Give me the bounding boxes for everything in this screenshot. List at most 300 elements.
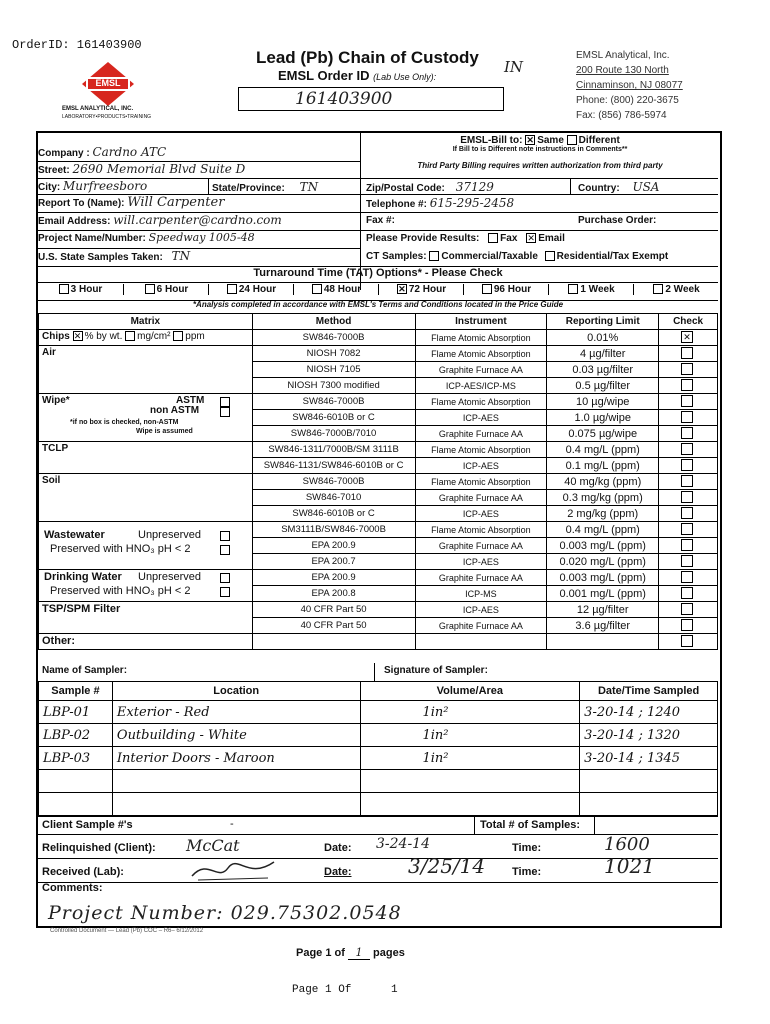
- limit-cell: [547, 634, 659, 650]
- method-cell: EPA 200.8: [252, 586, 415, 602]
- check-checkbox[interactable]: [681, 555, 693, 567]
- instrument-cell: Flame Atomic Absorption: [415, 474, 547, 490]
- limit-cell: 0.001 mg/L (ppm): [547, 586, 659, 602]
- third-party-note: Third Party Billing requires written authorization from third party: [417, 161, 663, 170]
- header-check: Check: [659, 314, 718, 330]
- analysis-row: [39, 634, 718, 650]
- bottom-stamp: Page 1 Of 1: [292, 984, 398, 996]
- chips-ppm-checkbox[interactable]: [173, 331, 183, 341]
- check-checkbox[interactable]: [681, 395, 693, 407]
- matrix-cell: [39, 330, 253, 346]
- instrument-cell: Graphite Furnace AA: [415, 538, 547, 554]
- relinquished-signature[interactable]: McCat: [186, 836, 240, 855]
- comments-value[interactable]: Project Number: 029.75302.0548: [48, 902, 402, 924]
- method-cell: [252, 634, 415, 650]
- bill-same-checkbox[interactable]: ✕: [526, 135, 534, 146]
- tat-checkbox[interactable]: [227, 284, 237, 294]
- header-method: Method: [252, 314, 415, 330]
- ct-row: [366, 251, 668, 262]
- sample-volume[interactable]: 1in²: [360, 747, 580, 770]
- method-cell: 40 CFR Part 50: [252, 618, 415, 634]
- check-checkbox[interactable]: [681, 475, 693, 487]
- location-header: Location: [112, 682, 360, 701]
- instrument-cell: [415, 634, 547, 650]
- check-cell: [659, 538, 718, 554]
- check-cell: [659, 346, 718, 362]
- check-cell: [659, 394, 718, 410]
- header-matrix: Matrix: [39, 314, 253, 330]
- client-sample-dash: -: [230, 818, 234, 830]
- company-value[interactable]: Cardno ATC: [92, 145, 167, 159]
- check-checkbox[interactable]: [681, 411, 693, 423]
- sample-num[interactable]: [39, 793, 113, 816]
- sample-row: [39, 770, 718, 793]
- sample-location[interactable]: Exterior - Red: [112, 701, 360, 724]
- tat-checkbox[interactable]: [145, 284, 155, 294]
- instrument-cell: Flame Atomic Absorption: [415, 522, 547, 538]
- sample-row: [39, 793, 718, 816]
- check-cell: [659, 330, 718, 346]
- country-label: Country:: [578, 183, 620, 194]
- matrix-soil: Soil: [42, 475, 61, 486]
- order-label: [278, 68, 436, 83]
- method-cell: SW846-6010B or C: [252, 506, 415, 522]
- emsl-name: EMSL Analytical, Inc.: [576, 50, 670, 61]
- relinquished-time[interactable]: 1600: [604, 834, 650, 855]
- total-samples-label: Total # of Samples:: [480, 819, 581, 831]
- instrument-cell: ICP-AES: [415, 602, 547, 618]
- volume-header: Volume/Area: [360, 682, 580, 701]
- method-cell: NIOSH 7300 modified: [252, 378, 415, 394]
- results-label: Please Provide Results:: [366, 233, 480, 244]
- header-instrument: Instrument: [415, 314, 547, 330]
- received-time-label: Time:: [512, 866, 542, 878]
- check-cell: [659, 634, 718, 650]
- check-checkbox[interactable]: [681, 443, 693, 455]
- page-suffix: pages: [373, 947, 405, 959]
- received-date-label: Date:: [324, 866, 352, 878]
- instrument-cell: Graphite Furnace AA: [415, 570, 547, 586]
- tat-checkbox[interactable]: ✕: [398, 284, 406, 295]
- logo-text: EMSL: [95, 78, 121, 88]
- matrix-drinking-water: Drinking Water: [44, 571, 122, 583]
- limit-cell: 0.4 mg/L (ppm): [547, 522, 659, 538]
- instrument-cell: Flame Atomic Absorption: [415, 442, 547, 458]
- method-cell: SW846-7000B: [252, 474, 415, 490]
- ww-preserved-checkbox[interactable]: [220, 545, 230, 555]
- chips-mgcm2-checkbox[interactable]: [125, 331, 135, 341]
- analysis-row: [39, 570, 718, 586]
- tat-checkbox[interactable]: [312, 284, 322, 294]
- limit-cell: 3.6 µg/filter: [547, 618, 659, 634]
- check-checkbox[interactable]: [681, 571, 693, 583]
- order-label-text: EMSL Order ID: [278, 68, 370, 83]
- project-row: [38, 231, 255, 244]
- check-checkbox[interactable]: [681, 459, 693, 471]
- tat-option-label: 72 Hour: [408, 284, 447, 295]
- limit-cell: 0.4 mg/L (ppm): [547, 442, 659, 458]
- check-checkbox[interactable]: [681, 539, 693, 551]
- check-cell: [659, 410, 718, 426]
- sample-location[interactable]: [112, 770, 360, 793]
- fax-label: Fax #:: [366, 215, 395, 226]
- analysis-row: [39, 394, 718, 410]
- emsl-address-2: Cinnaminson, NJ 08077: [576, 80, 683, 91]
- analysis-row: [39, 346, 718, 362]
- project-label: Project Name/Number:: [38, 233, 146, 244]
- matrix-other: Other:: [42, 635, 75, 647]
- street-row: [38, 162, 245, 176]
- instrument-cell: ICP-MS: [415, 586, 547, 602]
- order-label-note: (Lab Use Only):: [373, 72, 437, 82]
- sample-datetime[interactable]: 3-20-14 ; 1240: [580, 701, 718, 724]
- check-checkbox[interactable]: [681, 347, 693, 359]
- instrument-cell: ICP-AES/ICP-MS: [415, 378, 547, 394]
- sample-num-header: Sample #: [39, 682, 113, 701]
- order-id-stamp: OrderID: 161403900: [12, 38, 142, 52]
- limit-cell: 0.3 mg/kg (ppm): [547, 490, 659, 506]
- zip-value[interactable]: 37129: [455, 180, 494, 194]
- bill-different-checkbox[interactable]: [567, 135, 577, 145]
- order-initials: IN: [504, 58, 524, 76]
- dw-preserved-label: Preserved with HNO₃ pH < 2: [50, 585, 191, 597]
- chips-pct-checkbox[interactable]: ✕: [73, 331, 82, 342]
- chips-opt1: % by wt.: [84, 331, 123, 342]
- relinquished-date[interactable]: 3-24-14: [376, 836, 430, 852]
- results-fax-checkbox[interactable]: [488, 233, 498, 243]
- company-row: [38, 145, 360, 159]
- analysis-row: [39, 330, 718, 346]
- check-cell: [659, 490, 718, 506]
- sample-datetime[interactable]: [580, 770, 718, 793]
- form-title: Lead (Pb) Chain of Custody: [256, 48, 479, 67]
- email-row: [38, 213, 282, 227]
- samples-table: [38, 681, 718, 816]
- email-value[interactable]: will.carpenter@cardno.com: [113, 213, 282, 227]
- tat-options: [38, 283, 718, 300]
- matrix-chips: Chips: [42, 331, 70, 342]
- results-row: [366, 233, 565, 244]
- fax-row: [366, 215, 395, 226]
- sample-volume[interactable]: 1in²: [360, 701, 580, 724]
- tat-checkbox[interactable]: [482, 284, 492, 294]
- dw-unpreserved-label: Unpreserved: [138, 571, 201, 583]
- instrument-cell: Graphite Furnace AA: [415, 426, 547, 442]
- tat-option-label: 2 Week: [665, 284, 700, 295]
- check-cell: [659, 474, 718, 490]
- us-state-row: [38, 249, 190, 263]
- tat-checkbox[interactable]: [653, 284, 663, 294]
- comments-label: Comments:: [42, 882, 103, 894]
- country-value[interactable]: USA: [632, 180, 660, 194]
- po-label: Purchase Order:: [578, 215, 657, 226]
- sample-datetime[interactable]: 3-20-14 ; 1345: [580, 747, 718, 770]
- tat-option[interactable]: [293, 284, 379, 295]
- sample-location[interactable]: [112, 793, 360, 816]
- method-cell: NIOSH 7082: [252, 346, 415, 362]
- tat-option[interactable]: [548, 284, 634, 295]
- tat-checkbox[interactable]: [568, 284, 578, 294]
- matrix-cell: [39, 346, 253, 394]
- city-value[interactable]: Murfreesboro: [63, 179, 148, 193]
- bill-to-line: [362, 135, 718, 146]
- emsl-company-info: [576, 48, 683, 123]
- limit-cell: 10 µg/wipe: [547, 394, 659, 410]
- sample-datetime[interactable]: 3-20-14 ; 1320: [580, 724, 718, 747]
- tat-option[interactable]: [38, 284, 123, 295]
- state-row: [212, 180, 318, 194]
- tat-option[interactable]: [633, 284, 719, 295]
- wipe-note2: Wipe is assumed: [136, 428, 193, 435]
- limit-cell: 0.075 µg/wipe: [547, 426, 659, 442]
- state-label: State/Province:: [212, 183, 285, 194]
- telephone-value[interactable]: 615-295-2458: [429, 196, 515, 210]
- matrix-cell: [39, 442, 253, 474]
- emsl-address-1: 200 Route 130 North: [576, 65, 669, 76]
- ct-residential-checkbox[interactable]: [545, 251, 555, 261]
- limit-cell: 0.003 mg/L (ppm): [547, 570, 659, 586]
- controlled-doc: Controlled Document — Lead (Pb) COC – R6– 6/12/2012: [50, 928, 204, 934]
- state-value[interactable]: TN: [299, 180, 319, 194]
- report-row: [38, 195, 224, 210]
- method-cell: SW846-1131/SW846-6010B or C: [252, 458, 415, 474]
- sample-datetime[interactable]: [580, 793, 718, 816]
- tat-option-label: 96 Hour: [493, 284, 532, 295]
- check-checkbox[interactable]: [681, 603, 693, 615]
- method-cell: NIOSH 7105: [252, 362, 415, 378]
- limit-cell: 0.020 mg/L (ppm): [547, 554, 659, 570]
- instrument-cell: ICP-AES: [415, 410, 547, 426]
- us-state-value[interactable]: TN: [171, 249, 191, 263]
- project-value[interactable]: Speedway 1005-48: [148, 231, 255, 244]
- sample-num[interactable]: LBP-03: [39, 747, 113, 770]
- instrument-cell: Graphite Furnace AA: [415, 362, 547, 378]
- received-date[interactable]: 3/25/14: [408, 854, 486, 878]
- limit-cell: 0.03 µg/filter: [547, 362, 659, 378]
- instrument-cell: Graphite Furnace AA: [415, 618, 547, 634]
- tat-checkbox[interactable]: [59, 284, 69, 294]
- sample-volume[interactable]: 1in²: [360, 724, 580, 747]
- instrument-cell: ICP-AES: [415, 458, 547, 474]
- method-cell: EPA 200.7: [252, 554, 415, 570]
- order-id-box[interactable]: [238, 87, 504, 111]
- tat-note: *Analysis completed in accordance with EMSL's Terms and Conditions located in the Price Guide: [192, 300, 564, 309]
- limit-cell: 2 mg/kg (ppm): [547, 506, 659, 522]
- chips-opt2: mg/cm²: [137, 331, 171, 342]
- relinquished-date-label: Date:: [324, 842, 352, 854]
- tat-option-label: 48 Hour: [323, 284, 362, 295]
- sample-location[interactable]: Outbuilding - White: [112, 724, 360, 747]
- check-cell: [659, 554, 718, 570]
- check-cell: [659, 570, 718, 586]
- bill-to-note: If Bill to is Different note instructions in Comments**: [452, 146, 628, 153]
- sample-row: [39, 747, 718, 770]
- matrix-air: Air: [42, 347, 56, 358]
- sampler-signature-label: Signature of Sampler:: [384, 665, 488, 676]
- matrix-wipe: Wipe*: [42, 395, 70, 406]
- datetime-header: Date/Time Sampled: [580, 682, 718, 701]
- sample-location[interactable]: Interior Doors - Maroon: [112, 747, 360, 770]
- limit-cell: 1.0 µg/wipe: [547, 410, 659, 426]
- country-row: [578, 180, 659, 194]
- check-cell: [659, 586, 718, 602]
- received-signature-icon: [188, 854, 278, 884]
- report-value[interactable]: Will Carpenter: [127, 195, 225, 210]
- dw-preserved-checkbox[interactable]: [220, 587, 230, 597]
- street-label: Street:: [38, 165, 70, 176]
- check-checkbox[interactable]: [681, 491, 693, 503]
- logo-tagline2: LABORATORY•PRODUCTS•TRAINING: [62, 114, 152, 120]
- check-checkbox[interactable]: [681, 507, 693, 519]
- bill-to-block: [362, 133, 718, 178]
- wipe-note1: *if no box is checked, non-ASTM: [70, 419, 179, 426]
- page-count: [296, 946, 405, 960]
- check-cell: [659, 378, 718, 394]
- analysis-row: [39, 602, 718, 618]
- bill-to-label: EMSL-Bill to:: [460, 135, 523, 146]
- ww-unpreserved-checkbox[interactable]: [220, 531, 230, 541]
- zip-row: [366, 180, 494, 194]
- check-cell: [659, 442, 718, 458]
- method-cell: SW846-7010: [252, 490, 415, 506]
- analysis-row: [39, 522, 718, 538]
- ct-commercial-checkbox[interactable]: [429, 251, 439, 261]
- method-cell: SW846-7000B: [252, 330, 415, 346]
- limit-cell: 0.01%: [547, 330, 659, 346]
- telephone-row: [366, 196, 514, 210]
- method-cell: SW846-1311/7000B/SM 3111B: [252, 442, 415, 458]
- page-prefix: Page 1 of: [296, 947, 345, 959]
- check-cell: [659, 506, 718, 522]
- analysis-table: [38, 313, 718, 650]
- check-cell: [659, 458, 718, 474]
- check-cell: [659, 602, 718, 618]
- wipe-non-astm-label: non ASTM: [150, 405, 200, 416]
- matrix-cell: [39, 570, 253, 602]
- results-email-checkbox[interactable]: ✕: [527, 233, 535, 244]
- emsl-phone: Phone: (800) 220-3675: [576, 95, 679, 106]
- matrix-tclp: TCLP: [42, 443, 69, 454]
- analysis-row: [39, 442, 718, 458]
- tat-option[interactable]: [378, 284, 464, 295]
- email-label: Email Address:: [38, 216, 111, 227]
- sample-volume[interactable]: [360, 793, 580, 816]
- check-checkbox[interactable]: [681, 619, 693, 631]
- method-cell: SM3111B/SW846-7000B: [252, 522, 415, 538]
- method-cell: SW846-7000B: [252, 394, 415, 410]
- chips-opt3: ppm: [185, 331, 205, 342]
- results-fax-label: Fax: [500, 233, 518, 244]
- limit-cell: 0.003 mg/L (ppm): [547, 538, 659, 554]
- company-label: Company :: [38, 148, 90, 159]
- method-cell: SW846-6010B or C: [252, 410, 415, 426]
- wipe-astm-checkbox[interactable]: [220, 397, 230, 407]
- matrix-cell: [39, 394, 253, 442]
- matrix-cell: [39, 522, 253, 570]
- instrument-cell: Flame Atomic Absorption: [415, 346, 547, 362]
- order-id-handwritten: 161403900: [295, 89, 393, 109]
- matrix-wastewater: Wastewater: [44, 529, 105, 541]
- method-cell: 40 CFR Part 50: [252, 602, 415, 618]
- limit-cell: 40 mg/kg (ppm): [547, 474, 659, 490]
- instrument-cell: ICP-AES: [415, 506, 547, 522]
- street-value[interactable]: 2690 Memorial Blvd Suite D: [72, 162, 246, 176]
- tat-option-label: 3 Hour: [70, 284, 103, 295]
- dw-unpreserved-checkbox[interactable]: [220, 573, 230, 583]
- sample-row: [39, 724, 718, 747]
- sample-volume[interactable]: [360, 770, 580, 793]
- wipe-non-astm-checkbox[interactable]: [220, 407, 230, 417]
- wipe-astm-label: ASTM: [176, 395, 205, 406]
- po-row: [578, 215, 656, 226]
- tat-option[interactable]: [208, 284, 294, 295]
- page-num: 1: [348, 946, 370, 960]
- check-checkbox[interactable]: [681, 427, 693, 439]
- limit-cell: 12 µg/filter: [547, 602, 659, 618]
- limit-cell: 4 µg/filter: [547, 346, 659, 362]
- check-checkbox[interactable]: ✕: [681, 331, 693, 343]
- sample-num[interactable]: LBP-01: [39, 701, 113, 724]
- relinquished-time-label: Time:: [512, 842, 542, 854]
- check-cell: [659, 522, 718, 538]
- logo-tagline1: EMSL ANALYTICAL, INC.: [62, 106, 134, 112]
- bill-different-label: Different: [578, 135, 620, 146]
- check-cell: [659, 426, 718, 442]
- sampler-name-label: Name of Sampler:: [42, 665, 128, 676]
- tat-option[interactable]: [463, 284, 549, 295]
- limit-cell: 0.5 µg/filter: [547, 378, 659, 394]
- ct-label: CT Samples:: [366, 251, 427, 262]
- matrix-cell: [39, 474, 253, 522]
- tat-option-label: 6 Hour: [156, 284, 189, 295]
- instrument-cell: ICP-AES: [415, 554, 547, 570]
- tat-option-label: 24 Hour: [238, 284, 277, 295]
- instrument-cell: Flame Atomic Absorption: [415, 394, 547, 410]
- sample-row: [39, 701, 718, 724]
- check-checkbox[interactable]: [681, 523, 693, 535]
- check-checkbox[interactable]: [681, 587, 693, 599]
- city-label: City:: [38, 182, 61, 193]
- method-cell: EPA 200.9: [252, 538, 415, 554]
- results-email-label: Email: [538, 233, 565, 244]
- method-cell: EPA 200.9: [252, 570, 415, 586]
- received-time[interactable]: 1021: [604, 854, 655, 878]
- check-checkbox[interactable]: [681, 363, 693, 375]
- emsl-fax: Fax: (856) 786-5974: [576, 110, 667, 121]
- check-checkbox[interactable]: [681, 635, 693, 647]
- sample-num[interactable]: LBP-02: [39, 724, 113, 747]
- relinquished-label: Relinquished (Client):: [42, 842, 156, 854]
- sample-num[interactable]: [39, 770, 113, 793]
- report-label: Report To (Name):: [38, 198, 125, 209]
- tat-option[interactable]: [123, 284, 209, 295]
- check-checkbox[interactable]: [681, 379, 693, 391]
- ct-residential-label: Residential/Tax Exempt: [556, 251, 669, 262]
- bill-same-label: Same: [537, 135, 564, 146]
- limit-cell: 0.1 mg/L (ppm): [547, 458, 659, 474]
- header-limit: Reporting Limit: [547, 314, 659, 330]
- tat-option-label: 1 Week: [580, 284, 615, 295]
- method-cell: SW846-7000B/7010: [252, 426, 415, 442]
- matrix-cell: [39, 602, 253, 634]
- check-cell: [659, 362, 718, 378]
- city-row: [38, 179, 147, 193]
- instrument-cell: Flame Atomic Absorption: [415, 330, 547, 346]
- client-sample-label: Client Sample #'s: [42, 819, 133, 831]
- analysis-row: [39, 474, 718, 490]
- telephone-label: Telephone #:: [366, 199, 427, 210]
- ct-commercial-label: Commercial/Taxable: [441, 251, 538, 262]
